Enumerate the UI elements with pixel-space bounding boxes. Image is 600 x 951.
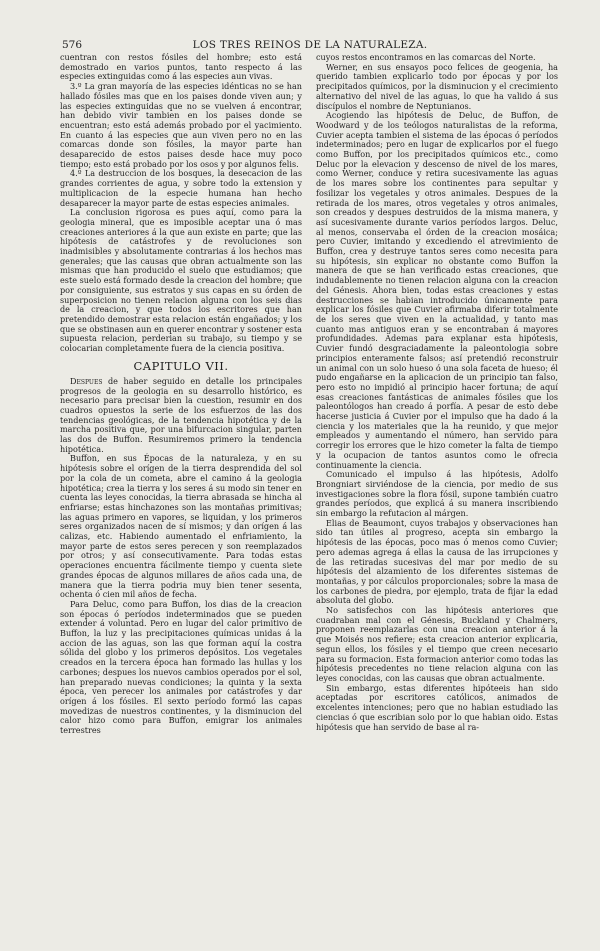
chapter-title: CAPITULO VII. <box>133 358 229 373</box>
paragraph: Acogiendo las hipótesis de Deluc, de Buffon, de Woodward y de los teólogos naturalistas de la reforma, Cuvier acepta tambien el sistema de las épocas ó períodos indeterminados; pero en lugar de explicarlos por el fuego como Buffon, por los precipitados químicos etc., como Deluc por la elevacion y descenso de nivel de los mares, como Werner, conduce y retira sucesivamente las aguas de los mares sobre los continentes para sepultar y fosilizar los vegetales y otros animales. Despues de la retirada de los mares, otros vegetales y otros animales, son creados y despues destruidos de la misma manera, y así sucesivamente durante varios períodos largos. Deluc, al menos, conservaba el órden de la creacion mosáica; pero Cuvier, imitando y excediendo el atrevimiento de Buffon, crea y destruye tantos seres como necesita para su hipótesis, sin explicar no obstante como Buffon la manera de que se han verificado estas creaciones, que indudablemente no tienen relacion alguna con la creacion del Génesis. Ahora bien, todas estas creaciones y estas destrucciones se habian introducido únicamente para explicar los fósiles que Cuvier afirmaba diferir totalmente de los seres que viven en la actualidad, y tanto mas cuanto mas antiguos eran y se encontraban á mayores profundidades. Ademas para explanar esta hipótesis, Cuvier fundó desgraciadamente la paleontologia sobre principios enteramente falsos; así pretendió reconstruir un animal con un solo hueso ó una sola faceta de hueso; él pudo engañarse en la aplicacion de un principio tan falso, pero esto no impidió al principio hacer fortuna; de aquí esas creaciones fantásticas de animales fósiles que los paleontólogos han creado á porfía. A pesar de esto debe hacerse justicia á Cuvier por el impulso que ha dado á la ciencia y los materiales que la ha reunido, y que mejor empleados y aumentando el número, han servido para corregir los errores que le hizo cometer la falta de tiempo y la ocupacion de tantos asuntos como le ofrecia continuamente la ciencia. <box>316 110 558 470</box>
paragraph: cuentran con restos fósiles del hombre; esto está demostrado en varios puntos, tanto respecto á las especies extinguidas como á las especies aun vivas. <box>60 52 302 82</box>
right-column <box>316 53 558 732</box>
paragraph: La conclusion rigorosa es pues aquí, como para la geologia mineral, que es imposible aceptar una ó mas creaciones anteriores á la que aun existe en parte; que las hipótesis de catástrofes y de revoluciones son inadmisibles y absolutamente contrarias á los hechos mas generales; que las causas que obran actualmente son las mismas que han producido el suelo que estudiamos; que este suelo está formado desde la creacion del hombre; que por consiguiente, sus estratos y sus capas en su órden de superposicion no tienen relacion alguna con los seis dias de la creacion, y que todos los escritores que han pretendido demostrar esta relacion están engañados; y los que se obstinasen aun en querer encontrar y sostener esta supuesta relacion, perderian su trabajo, su tiempo y se colocarian completamente fuera de la ciencia positiva. <box>60 207 302 354</box>
paragraph: No satisfechos con las hipótesis anteriores que cuadraban mal con el Génesis, Buckland y Chalmers, proponen reemplazarlas con una creacion anterior á la que Moisés nos refiere; esta creacion anterior explicaria, segun ellos, los fósiles y el tiempo que creen necesario para su formacion. Esta formacion anterior como todas las hipótesis precedentes no tiene relacion alguna con las leyes conocidas, con las causas que obran actualmente. <box>316 605 558 683</box>
paragraph: 3.º La gran mayoría de las especies idénticas no se han hallado fósiles mas que en los paises donde viven aun; y las especies extinguidas que no se vuelven á encontrar, han debido vivir tambien en los paises donde se encuentran; esto está además probado por el yacimiento. En cuanto á las especies que aun viven pero no en las comarcas donde son fósiles, la mayor parte han desaparecido de estos paises desde hace muy poco tiempo; esto está probado por los osos y por algunos felis. <box>60 81 302 169</box>
lead-word: Despues <box>70 375 103 386</box>
page-number: 576 <box>62 39 83 51</box>
page-header <box>62 38 558 52</box>
left-column <box>60 53 302 736</box>
paragraph-text: de haber seguido en detalle los principales progresos de la geologia en su desarrollo histórico, es necesario para precisar bien la cuestion, resumir en dos cuadros opuestos la serie de los esfuerzos de las dos tendencias geológicas, de la tendencia hipotética y de la marcha positiva que, por una bifurcacion singular, parten las dos de Buffon. Resumiremos primero la tendencia hipotética. <box>60 375 302 454</box>
paragraph: Comunicado el impulso á las hipótesis, Adolfo Brongniart sirviéndose de la ciencia, por medio de sus investigaciones sobre la flora fósil, supone también cuatro grandes períodos, que explicá á su manera inscribiendo sin embargo la refutacion al márgen. <box>316 469 558 519</box>
paragraph: Elias de Beaumont, cuyos trabajos y observaciones han sido tan útiles al progreso, acepta sin embargo la hipótesis de las épocas, poco mas ó menos como Cuvier; pero ademas agrega á ellas la causa de las irrupciones y de las retiradas sucesivas del mar por medio de su hipótesis del alzamiento de los diferentes sistemas de montañas, y por cálculos proporcionales; sobre la masa de los carbones de piedra, por ejemplo, trata de fijar la edad absoluta del globo. <box>316 517 558 606</box>
running-title: LOS TRES REINOS DE LA NATURALEZA. <box>192 39 428 51</box>
paragraph: Para Deluc, como para Buffon, los dias de la creacion son épocas ó períodos indeterminados que se pueden extender á voluntad. Pero en lugar del calor primitivo de Buffon, la luz y las precipitaciones químicas unidas á la accion de las aguas, son las que forman aquí la costra sólida del globo y los primeros depósitos. Los vegetales creados en la tercera época han formado las hullas y los carbones; despues los nuevos cambios operados por el sol, han preparado nuevas condiciones; la quinta y la sexta época, ven perecer los animales por catástrofes y dar orígen á los fósiles. El sexto período formó las capas movedizas de nuestros continentes, y la disminucion del calor hizo como para Buffon, emigrar los animales terrestres <box>60 598 302 736</box>
paragraph: Werner, en sus ensayos poco felices de geogenia, ha querido tambien explicarlo todo por épocas y por los precipitados químicos, por la disminucion y el crecimiento alternativo del nivel de las aguas, lo que ha valido á sus discípulos el nombre de Neptunianos. <box>316 61 558 111</box>
paragraph: Buffon, en sus Épocas de la naturaleza, y en su hipótesis sobre el orígen de la tierra desprendida del sol por la cola de un cometa, abre el camino á la geologia hipotética; crea la tierra y los seres á su modo sin tener en cuenta las leyes conocidas, la tierra abrasada se hincha al enfriarse; estas hinchazones son las montañas primitivas; las aguas primero en vapores, se liquidan, y los primeros seres organizados nacen de sí mismos; y dan orígen á las calizas, etc. Habiendo aumentado el enfriamiento, la mayor parte de estos seres perecen y son reemplazados por otros; y así consecutivamente. Para todas estas operaciones encuentra fácilmente tiempo y cuenta siete grandes épocas de algunos millares de años cada una, de manera que la tierra podria muy bien tener sesenta, ochenta ó cien mil años de fecha. <box>60 453 302 600</box>
paragraph: 4.º La destruccion de los bosques, la desecacion de las grandes corrientes de agua, y sobre todo la extension y multiplicacion de la especie humana han hecho desaparecer la mayor parte de estas especies animales. <box>60 168 302 208</box>
paragraph <box>60 377 302 455</box>
paragraph: Sin embargo, estas diferentes hipóteeis han sido aceptadas por escritores católicos, animados de excelentes intenciones; pero que no habian estudiado las ciencias ó que escribian solo por lo que habian oido. Estas hipótesis que han servido de base al ra- <box>316 682 558 732</box>
paragraph: cuyos restos encontramos en las comarcas del Norte. <box>316 52 536 62</box>
